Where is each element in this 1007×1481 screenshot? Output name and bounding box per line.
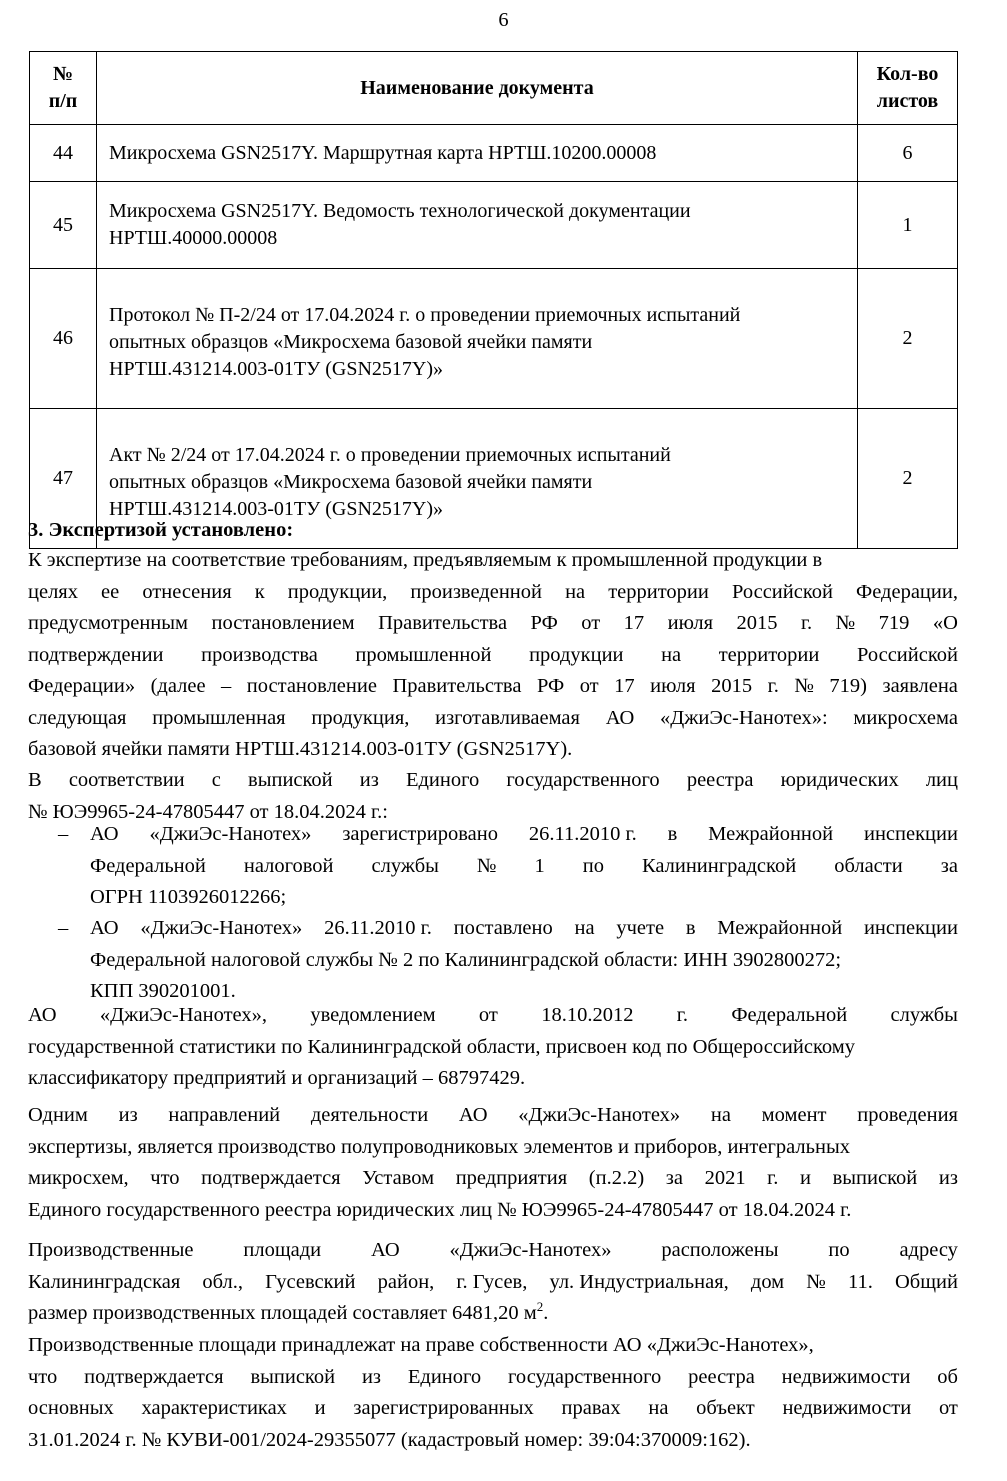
text-line: подтверждении производства промышленной продукции на территории Российской xyxy=(28,643,958,666)
column-header-document-name: Наименование документа xyxy=(97,52,858,125)
text-line: АО «ДжиЭс-Нанотех» 26.11.2010 г. поставлено на учете в Межрайонной инспекции xyxy=(90,917,958,939)
table-row xyxy=(30,125,958,182)
text-line: следующая промышленная продукция, изготавливаемая АО «ДжиЭс-Нанотех»: микросхема xyxy=(28,706,958,729)
text-line: размер производственных площадей составляет 6481,20 $м^2$. xyxy=(28,1299,549,1324)
row-document-name-line: Протокол № П-2/24 от 17.04.2024 г. о проведении приемочных испытаний xyxy=(109,303,741,326)
row-document-name-line: Микросхема GSN2517Y. Ведомость технологической документации xyxy=(109,200,691,222)
row-sheet-count: 2 xyxy=(858,269,958,409)
row-document-name-line: НРТШ.431214.003-01ТУ (GSN2517Y)» xyxy=(109,357,444,380)
text-line: Калининградская обл., Гусевский район, г. Гусев, ул. Индустриальная, дом № 11. Общий xyxy=(28,1270,958,1293)
text-line: микросхем, что подтверждается Уставом предприятия (п.2.2) за 2021 г. и выпиской из xyxy=(28,1167,958,1189)
bullet-list-tax-registration xyxy=(28,913,958,1008)
row-sheet-count: 1 xyxy=(858,182,958,269)
list-item xyxy=(28,913,958,1008)
text-line: Федеральной налоговой службы № 2 по Калининградской области: ИНН 3902800272; xyxy=(90,948,842,971)
text-line: классификатору предприятий и организаций – 68797429. xyxy=(28,1067,526,1089)
row-number: 45 xyxy=(30,182,97,269)
text-line: Единого государственного реестра юридических лиц № ЮЭ9965-24-47805447 от 18.04.2024 г. xyxy=(28,1198,852,1221)
text-line: основных характеристиках и зарегистрированных правах на объект недвижимости от xyxy=(28,1397,958,1419)
table-header-row xyxy=(30,52,958,125)
paragraph-production-address xyxy=(28,1235,958,1330)
list-item xyxy=(28,819,958,914)
row-document-name xyxy=(97,269,858,409)
text-line: Производственные площади принадлежат на праве собственности АО «ДжиЭс-Нанотех», xyxy=(28,1334,814,1356)
row-document-name-line: Микросхема GSN2517Y. Маршрутная карта НРТШ.10200.00008 xyxy=(109,141,657,164)
text-line: Одним из направлений деятельности АО «ДжиЭс-Нанотех» на момент проведения xyxy=(28,1104,958,1126)
superscript: 2 xyxy=(536,1299,544,1315)
row-document-name xyxy=(97,125,858,182)
row-number: 44 xyxy=(30,125,97,182)
text-line: государственной статистики по Калининградской области, присвоен код по Общероссийскому xyxy=(28,1035,855,1058)
column-header-number xyxy=(30,52,97,125)
row-sheet-count: 2 xyxy=(858,409,958,549)
text-line: Федеральной налоговой службы № 1 по Калининградской области за xyxy=(90,854,958,877)
row-document-name-line: опытных образцов «Микросхема базовой ячейки памяти xyxy=(109,470,593,493)
row-document-name-line: НРТШ.431214.003-01ТУ (GSN2517Y)» xyxy=(109,497,444,520)
text-line: 31.01.2024 г. № КУВИ-001/2024-29355077 (кадастровый номер: 39:04:370009:162). xyxy=(28,1428,751,1451)
column-header-sheet-count xyxy=(858,52,958,125)
text-line: целях ее отнесения к продукции, произведенной на территории Российской Федерации, xyxy=(28,580,958,603)
paragraph-okpo-code xyxy=(28,1000,958,1095)
column-header-number-line2: п/п xyxy=(48,90,78,112)
list-item-text xyxy=(90,913,958,1008)
text-line: предусмотренным постановлением Правительства РФ от 17 июля 2015 г. № 719 «О xyxy=(28,612,958,634)
row-number: 46 xyxy=(30,269,97,409)
list-item-text xyxy=(90,819,958,914)
row-document-name-line: опытных образцов «Микросхема базовой ячейки памяти xyxy=(109,330,593,353)
paragraph-expertise-scope xyxy=(28,545,958,766)
bullet-dash-icon: – xyxy=(58,823,69,845)
text-line: В соответствии с выпиской из Единого государственного реестра юридических лиц xyxy=(28,769,958,791)
table-row xyxy=(30,269,958,409)
text-line: базовой ячейки памяти НРТШ.431214.003-01ТУ (GSN2517Y). xyxy=(28,738,573,760)
text-line: № ЮЭ9965-24-47805447 от 18.04.2024 г.: xyxy=(28,800,388,823)
row-number: 47 xyxy=(30,409,97,549)
page-number: 6 xyxy=(498,9,509,31)
row-document-name-line: Акт № 2/24 от 17.04.2024 г. о проведении приемочных испытаний xyxy=(109,443,671,466)
table-row xyxy=(30,182,958,269)
text-line: АО «ДжиЭс-Нанотех» зарегистрировано 26.11.2010 г. в Межрайонной инспекции xyxy=(90,823,958,845)
paragraph-ownership xyxy=(28,1330,958,1456)
column-header-sheet-count-line1: Кол-во xyxy=(876,63,939,85)
text-line: экспертизы, является производство полупроводниковых элементов и приборов, интегральных xyxy=(28,1135,850,1158)
text-line: Производственные площади АО «ДжиЭс-Нанотех» расположены по адресу xyxy=(28,1239,958,1261)
bullet-dash-icon: – xyxy=(58,917,69,939)
paragraph-activity-scope xyxy=(28,1100,958,1226)
row-document-name xyxy=(97,182,858,269)
bullet-list-registration xyxy=(28,819,958,914)
documents-table xyxy=(29,51,958,549)
text-line: ОГРН 1103926012266; xyxy=(90,886,287,908)
text-line: АО «ДжиЭс-Нанотех», уведомлением от 18.10.2012 г. Федеральной службы xyxy=(28,1004,958,1026)
row-sheet-count: 6 xyxy=(858,125,958,182)
column-header-sheet-count-line2: листов xyxy=(876,90,939,112)
text-line: КПП 390201001. xyxy=(90,980,236,1002)
section-heading: 3. Экспертизой установлено: xyxy=(28,519,294,541)
text-line: что подтверждается выпиской из Единого государственного реестра недвижимости об xyxy=(28,1365,958,1388)
row-document-name-line: НРТШ.40000.00008 xyxy=(109,227,278,249)
text-line: К экспертизе на соответствие требованиям, предъявляемым к промышленной продукции в xyxy=(28,549,823,571)
text-line: Федерации» (далее – постановление Правительства РФ от 17 июля 2015 г. № 719) заявлена xyxy=(28,675,958,697)
column-header-number-line1: № xyxy=(52,63,74,85)
